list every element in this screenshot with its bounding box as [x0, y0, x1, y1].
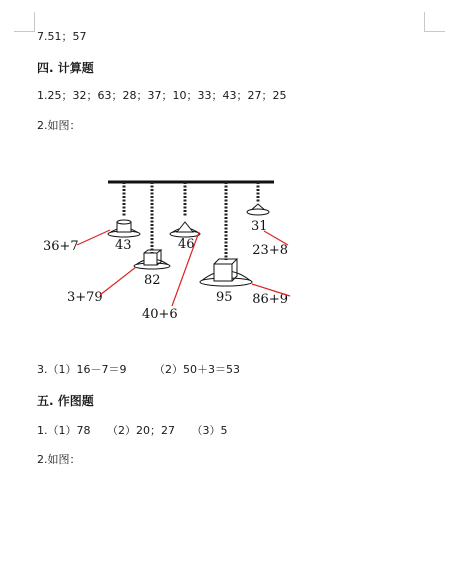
lamp-number-1: 43 — [115, 238, 132, 253]
lamp-number-3: 46 — [178, 237, 195, 252]
match-line-2 — [100, 267, 136, 295]
lamp-number-2: 82 — [144, 273, 161, 288]
cube-icon — [144, 253, 157, 265]
corner-mark-left-v — [34, 12, 35, 32]
drawing-answer-line-2: 2.如图： — [37, 453, 81, 466]
section-heading-5: 五. 作图题 — [37, 394, 94, 408]
answer-line-7: 7.51；57 — [37, 30, 87, 43]
corner-mark-right-h — [424, 31, 445, 32]
answer-line-2: 2.如图： — [37, 119, 81, 132]
lamp-1 — [108, 220, 140, 237]
lamp-3 — [170, 222, 200, 237]
lamp-5 — [247, 204, 269, 215]
lamp-number-5: 31 — [251, 219, 268, 234]
answer-line-3: 3.（1）16－7＝9 （2）50＋3＝53 — [37, 363, 240, 376]
expression-5: 23+8 — [252, 243, 288, 258]
drawing-answer-line-1: 1.（1）78 （2）20；27 （3）5 — [37, 424, 228, 437]
expression-2: 3+79 — [67, 290, 103, 305]
corner-mark-left-h — [14, 31, 35, 32]
expression-4: 86+9 — [252, 292, 288, 307]
cube-icon — [214, 264, 232, 281]
lamp-matching-figure — [30, 168, 310, 328]
section-heading-4: 四. 计算题 — [37, 61, 94, 75]
lamp-4 — [200, 259, 252, 286]
lamp-2 — [134, 250, 170, 269]
corner-mark-right-v — [424, 12, 425, 32]
expression-1: 36+7 — [43, 239, 79, 254]
prism-icon — [177, 222, 193, 232]
answer-line-1: 1.25；32；63；28；37；10；33；43；27；25 — [37, 89, 287, 102]
expression-3: 40+6 — [142, 307, 178, 322]
match-line-1 — [77, 230, 110, 245]
lamp-number-4: 95 — [216, 290, 233, 305]
